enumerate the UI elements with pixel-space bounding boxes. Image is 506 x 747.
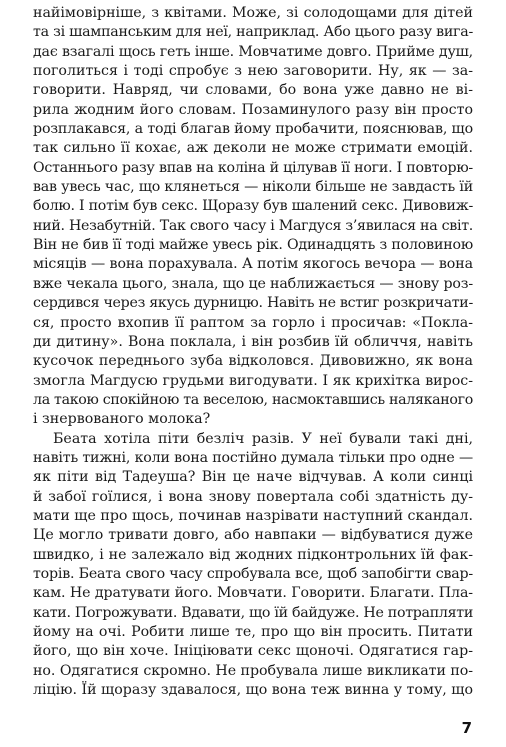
text-line: як піти від Тадеуша? Він це наче відчував. А коли синці xyxy=(33,469,473,486)
text-line: кам. Не дратувати його. Мовчати. Говорити. Благати. Пла- xyxy=(33,585,473,602)
text-line: та зі шампанським для неї, наприклад. Або цього разу вига- xyxy=(33,24,473,41)
text-line: кусочок переднього зуба відколовся. Дивовижно, як вона xyxy=(33,353,473,370)
text-line: вав увесь час, що клянеться — ніколи більше не завдасть їй xyxy=(33,179,473,196)
text-line: Він не бив її тоді майже увесь рік. Одинадцять з половиною xyxy=(33,237,473,254)
text-line: рила жодним його словам. Позаминулого разу він просто xyxy=(33,101,473,118)
paragraph-first-line: Беата хотіла піти безліч разів. У неї бували такі дні, xyxy=(53,430,473,447)
text-line: ди дитину». Вона поклала, і він розбив їй обличчя, навіть xyxy=(33,333,473,350)
text-line: болю. І потім був секс. Щоразу був шалений секс. Дивовиж- xyxy=(33,198,473,215)
text-line: вже чекала цього, знала, що це наближається — знову роз- xyxy=(33,275,473,292)
text-line: навіть тижні, коли вона постійно думала тільки про одне — xyxy=(33,449,473,466)
text-line: дає взагалі щось геть інше. Мовчатиме довго. Прийме душ, xyxy=(33,43,473,60)
text-line: місяців — вона порахувала. А потім якогось вечора — вона xyxy=(33,256,473,273)
page-number: 7 xyxy=(461,719,472,737)
text-line: ліцію. Їй щоразу здавалося, що вона теж винна у тому, що xyxy=(33,682,473,699)
text-line: так сильно її кохає, аж деколи не може стримати емоцій. xyxy=(33,140,473,157)
text-line: змогла Магдусю грудьми вигодувати. І як крихітка вирос- xyxy=(33,372,473,389)
text-line: найімовірніше, з квітами. Може, зі солодощами для дітей xyxy=(33,5,473,21)
text-line: ний. Незабутній. Так свого часу і Магдуся з’явилася на світ. xyxy=(33,217,473,234)
text-line: торів. Беата свого часу спробувала все, щоб запобігти свар- xyxy=(33,565,473,582)
text-line: ла такою спокійною та веселою, насмоктавшись наляканого xyxy=(33,391,473,408)
text-line: й забої гоїлися, і вона знову повертала собі здатність ду- xyxy=(33,488,473,505)
text-line: ся, просто вхопив її раптом за горло і просичав: «Покла- xyxy=(33,314,473,331)
paragraph-end-line: і знервованого молока? xyxy=(33,411,211,428)
text-line: кати. Погрожувати. Вдавати, що їй байдуже. Не потрапляти xyxy=(33,604,473,621)
text-line: но. Одягатися скромно. Не пробувала лише викликати по- xyxy=(33,662,473,679)
text-line: поголиться і тоді спробує з нею заговорити. Ну, як — за- xyxy=(33,63,473,80)
body-text xyxy=(33,4,473,700)
text-line: Останнього разу впав на коліна й цілував її ноги. І повторю- xyxy=(33,159,473,176)
text-line: швидко, і не залежало від жодних підконтрольних їй фак- xyxy=(33,546,473,563)
text-line: розплакався, а тоді благав йому пробачити, пояснював, що xyxy=(33,121,473,138)
text-line: мати ще про щось, починав назрівати наступний скандал. xyxy=(33,507,473,524)
text-line: йому на очі. Робити лише те, про що він просить. Питати xyxy=(33,624,473,640)
text-line: сердився через якусь дурницю. Навіть не встиг розкричати- xyxy=(33,295,473,312)
text-line: його, що він хоче. Ініціювати секс щоночі. Одягатися гар- xyxy=(33,643,473,660)
text-line: Це могло тривати довго, або навпаки — відбуватися дуже xyxy=(33,527,473,544)
text-line: говорити. Навряд, чи словами, бо вона уже давно не ві- xyxy=(33,82,473,99)
